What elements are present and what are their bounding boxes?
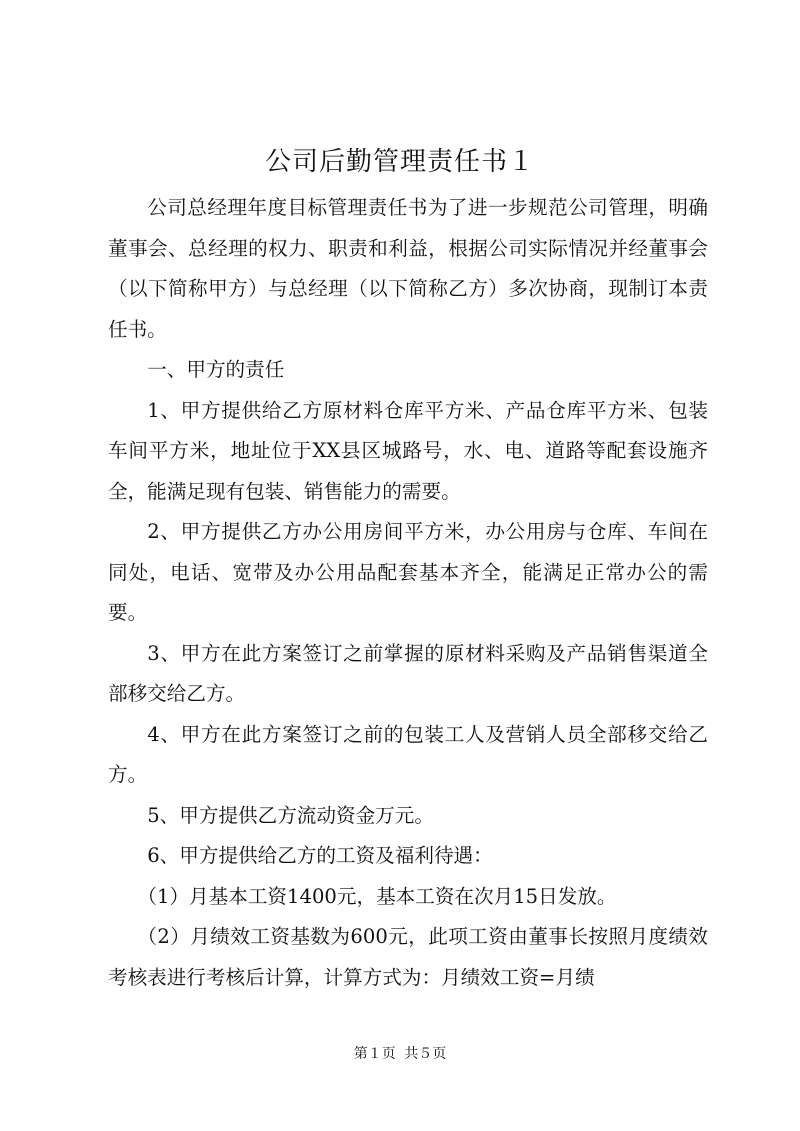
paragraph-item-5: 5、甲方提供乙方流动资金万元。 [147,803,434,827]
document-title: 公司后勤管理责任书１ [264,147,535,177]
paragraph-item-2: 2、甲方提供乙方办公用房间平方米，办公用房与仓库、车间在同处，电话、宽带及办公用品配套基本齐全，能满足正常办公的需要。 [108,520,708,624]
paragraph-item-3: 3、甲方在此方案签订之前掌握的原材料采购及产品销售渠道全部移交给乙方。 [108,641,708,705]
paragraph-item-6: 6、甲方提供给乙方的工资及福利待遇： [147,844,493,867]
paragraph-subitem-2: （2）月绩效工资基数为600元，此项工资由董事长按照月度绩效考核表进行考核后计算，计算方式为：月绩效工资=月绩 [108,925,708,989]
page-footer [0,1044,800,1064]
paragraph-item-4: 4、甲方在此方案签订之前的包装工人及营销人员全部移交给乙方。 [108,722,708,786]
section-heading-party-a: 一、甲方的责任 [147,358,285,381]
paragraph-intro: 公司总经理年度目标管理责任书为了进一步规范公司管理，明确董事会、总经理的权力、职责和利益，根据公司实际情况并经董事会（以下简称甲方）与总经理（以下简称乙方）多次协商，现制订本责任书。 [108,196,708,341]
paragraph-subitem-1: （1）月基本工资1400元，基本工资在次月15日发放。 [137,884,617,908]
paragraph-item-1: 1、甲方提供给乙方原材料仓库平方米、产品仓库平方米、包装车间平方米，地址位于XX县区城路号，水、电、道路等配套设施齐全，能满足现有包装、销售能力的需要。 [108,398,708,503]
page-total: 共５页 [404,1046,447,1062]
page-number: 第１页 [353,1046,396,1062]
document-body [108,188,708,998]
